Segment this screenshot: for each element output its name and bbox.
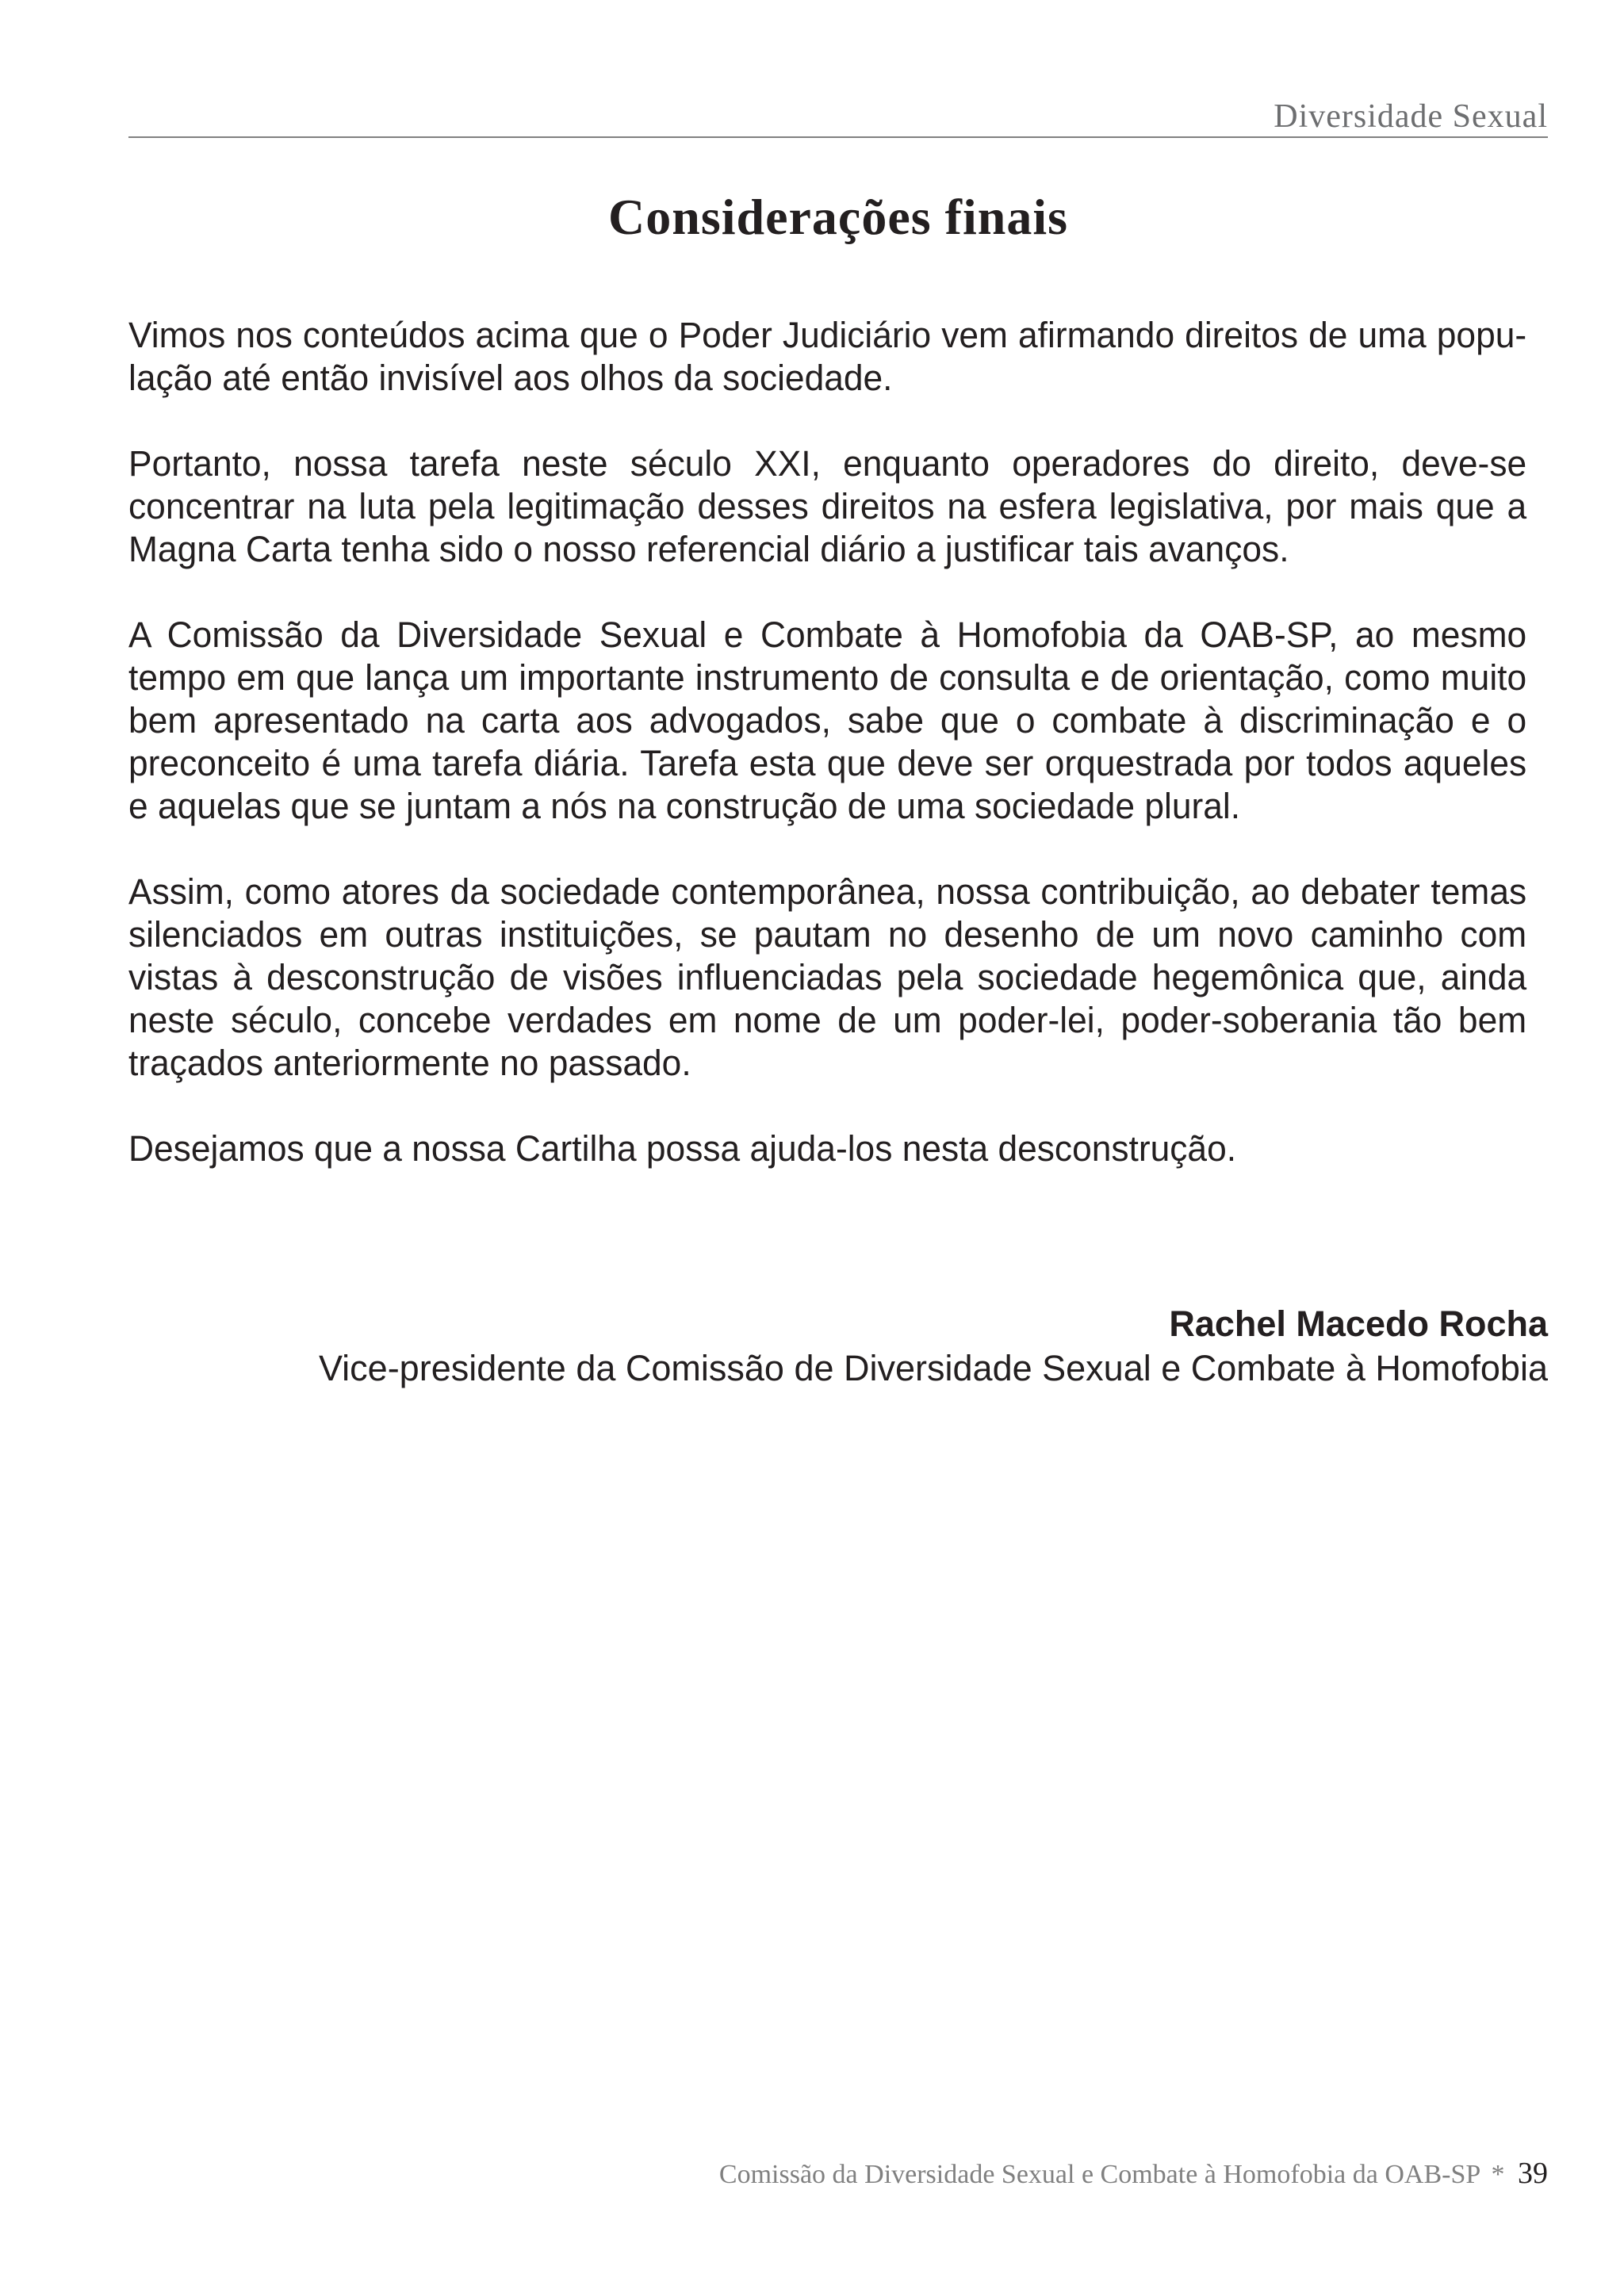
page-footer xyxy=(719,2158,1548,2188)
footer-text: Comissão da Diversidade Sexual e Combate à Homofobia da OAB-SP xyxy=(718,2160,1480,2189)
paragraph-3: A Comissão da Diversidade Sexual e Combate à Homofobia da OAB-SP, ao mesmo tempo em que lança um importante instrumento de consulta e de orientação, como muito bem apresentado na carta aos advogados, sabe que o combate à discriminação e o preconceito é uma tarefa diária. Tarefa esta que deve ser orquestrada por todos aqueles e aquelas que se juntam a nós na construção de uma sociedade plural. xyxy=(128,614,1527,826)
paragraph-5: Desejamos que a nossa Cartilha possa ajuda-los nesta desconstrução. xyxy=(128,1128,1237,1169)
paragraph-2: Portanto, nossa tarefa neste século XXI, enquanto operadores do direito, deve-se concentrar na luta pela legitimação desses direitos na esfera legislativa, por mais que a Magna Carta tenha sido o nosso referencial diário a justificar tais avanços. xyxy=(128,443,1527,569)
body-text xyxy=(128,314,1526,1213)
header-divider xyxy=(128,136,1548,138)
paragraph-4: Assim, como atores da sociedade contemporânea, nossa contribuição, ao debater temas silenciados em outras instituições, se pautam no desenho de um novo caminho com vistas à desconstrução de visões influenciadas pela sociedade hegemônica que, ainda neste século, concebe verdades em nome de um poder-lei, poder-soberania tão bem traçados anteriormente no passado. xyxy=(128,871,1527,1083)
running-header: Diversidade Sexual xyxy=(1274,98,1548,135)
signature-name: Rachel Macedo Rocha xyxy=(1169,1304,1548,1344)
signature-block xyxy=(319,1302,1548,1391)
signature-role: Vice-presidente da Comissão de Diversidade Sexual e Combate à Homofobia xyxy=(318,1348,1548,1388)
page-title: Considerações finais xyxy=(608,189,1068,245)
paragraph-1: Vimos nos conteúdos acima que o Poder Judiciário vem afirmando direitos de uma população até então invisível aos olhos da sociedade. xyxy=(128,315,1527,398)
footer-separator: * xyxy=(1491,2160,1505,2189)
page-number: 39 xyxy=(1518,2157,1548,2190)
